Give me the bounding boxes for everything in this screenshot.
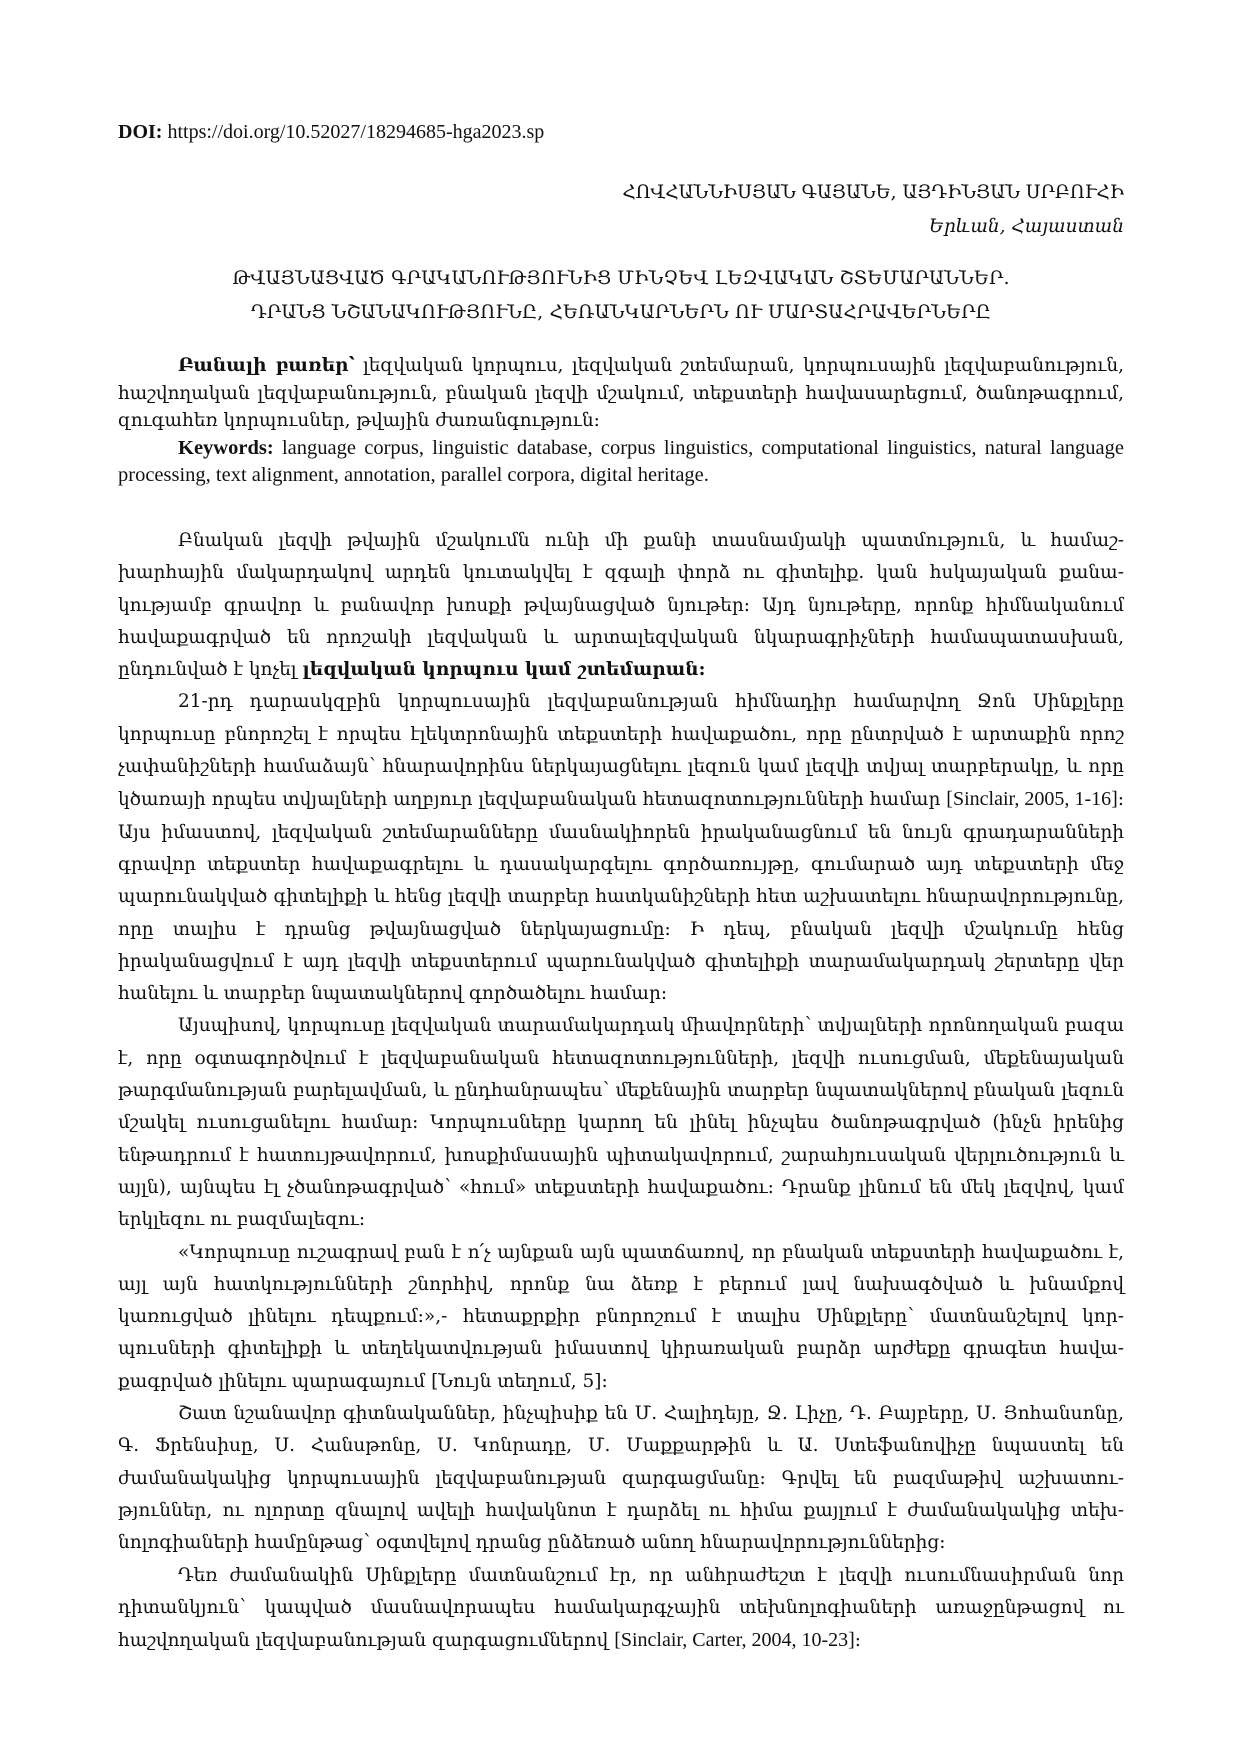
paragraph-2-text-a: 21-րդ դարասկզբին կորպուսային լեզվաբանության հիմնադիր համարվող Ջոն Սինքլերը կորպուսը բնորոշել է որպես էլեկտրոնային տեքստերի հավաքածու, որը ընտրված է արտաքին որոշ չափանիշների համաձայն՝ հնարավորինս ներկայացնելու լեզուն կամ լեզվի տվյալ տարբերակը, և որը կծառայի որպես տվյալների աղբյուր լեզվաբանական հետազոտությունների համար: [118, 691, 1124, 811]
paragraph-2-text-b: : Այս իմաստով, լեզվական շտեմարանները մասնակիորեն իրականացնում են նույն գրադարանների գրավոր տեքստեր հավաքագրելու և դասակարգելու գործառույթը, գումարած այդ տեքստերի մեջ պարունակված գիտելիքի և հենց լեզվի տարբեր հատկանիշների հետ աշխատելու հնարավորությունը, որը տալիս է դրանց թվայնացված ներկայացումը: Ի դեպ, բնական լեզվի մշակումը հենց իրականացվում է այդ լեզվի տեքստերում պարունակված գիտելիքի տարամակարդակ շերտերը վեր հանելու և տարբեր նպատակներով գործածելու համար:: [118, 789, 1124, 1005]
author-location: Երևան, Հայաստան: [928, 216, 1124, 237]
citation-sinclair-carter-2004: [Sinclair, Carter, 2004, 10-23]: [614, 1629, 855, 1652]
paragraph-6-text-b: :: [854, 1630, 861, 1652]
paragraph-6-text-a: Դեռ ժամանակին Սինքլերը մատնանշում էր, որ անհրաժեշտ է լեզվի ուսումնասիրման նոր դիտանկյուն՝ կապված մասնավորապես համակարգչային տեխնոլոգիաների առաջընթացով ու հաշվողական լեզվաբանության զարգացումներով: [118, 1564, 1124, 1652]
paragraph-3: Այսպիսով, կորպուսը լեզվական տարամակարդակ միավորների՝ տվյալների որոնողական բազա է, որը օգտագործվում է լեզվաբանական հետազոտությունների, լեզվի ուսուցման, մեքենայական թարգմանության բարելավման, և ընդհանրապես՝ մեքենային տարբեր նպատակներով բնական լեզուն մշակել ուսուցանելու համար: Կորպուսները կարող են լինել ինչպես ծանոթագրված (ինչն իրենից ենթադրում է հատույթավորում, խոսքիմասային պիտակավորում, շարահյուսական վերլուծություն և այլն), այնպես էլ չծանոթագրված՝ «հում» տեքստերի հավաքածու: Դրանք լինում են մեկ լեզվով, կամ երկլեզու ու բազմալեզու:: [118, 1015, 1124, 1231]
paragraph-1: [118, 525, 1124, 686]
paper-title: [118, 262, 1124, 330]
doi-line: [118, 118, 544, 146]
keywords-en-label: Keywords:: [178, 436, 274, 459]
paragraph-4: [118, 1237, 1124, 1398]
keywords-armenian: [118, 352, 1124, 435]
paragraph-5: Շատ նշանավոր գիտնականներ, ինչպիսիք են Մ. Հալիդեյը, Ջ. Լիչը, Դ. Բայբերը, Ս. Յոհանսոնը, Գ. Ֆրենսիսը, Ս. Հանսթոնը, Ս. Կոնրադը, Մ. Մաքքարթին և Ա. Ստեֆանովիչը նպաստել են ժամանակակից կորպուսային լեզվաբանության զարգացմանը: Գրվել են բազմաթիվ աշխատություններ, ու ոլորտը զնալով ավելի հավակնոտ է դարձել ու հիմա քայլում է ժամանակակից տեխնոլոգիաների համընթաց՝ օգտվելով դրանց ընձեռած անող հնարավորություններից:: [118, 1403, 1124, 1554]
keywords-en-text: language corpus, linguistic database, corpus linguistics, computational linguistics, natural language processing, text alignment, annotation, parallel corpora, digital heritage.: [118, 436, 1124, 486]
keywords-hy-label: Բանալի բառեր՝: [178, 355, 355, 376]
paragraph-2: [118, 686, 1124, 1010]
paragraph-4-text-b: :: [601, 1370, 608, 1392]
title-line-2: ԴՐԱՆՑ ՆՇԱՆԱԿՈՒԹՅՈՒՆԸ, ՀԵՌԱՆԿԱՐՆԵՐՆ ՈՒ ՄԱՐՏԱՀՐԱՎԵՐՆԵՐԸ: [251, 302, 991, 323]
keywords-hy-text: լեզվական կորպուս, լեզվական շտեմարան, կորպուսային լեզվաբանություն, հաշվողական լեզվաբանություն, բնական լեզվի մշակում, տեքստերի հավասարեցում, ծանոթագրում, զուգահեռ կորպուսներ, թվային ժառանգություն:: [118, 355, 1124, 431]
doi-label: DOI:: [118, 121, 163, 143]
title-line-1: ԹՎԱՅՆԱՑՎԱԾ ԳՐԱԿԱՆՈՒԹՅՈՒՆԻՑ ՄԻՆՉԵՎ ԼԵԶՎԱԿԱՆ ՇՏԵՄԱՐԱՆՆԵՐ.: [232, 268, 1010, 289]
author-names: ՀՈՎՀԱՆՆԻՍՅԱՆ ԳԱՅԱՆԵ, ԱՅԴԻՆՅԱՆ ՍՐԲՈՒՀԻ: [622, 182, 1124, 203]
keywords-section: [118, 352, 1124, 490]
author-block: [622, 176, 1124, 244]
citation-sinclair-2005: [Sinclair, 2005, 1-16]: [946, 788, 1118, 811]
doi-link[interactable]: https://doi.org/10.52027/18294685-hga2023.sp: [167, 121, 545, 143]
keywords-english: [118, 435, 1124, 490]
citation-same-place: [Նույն տեղում, 5]: [431, 1370, 602, 1392]
paragraph-1-term: լեզվական կորպուս կամ շտեմարան:: [302, 659, 706, 681]
body-text: [118, 525, 1124, 1657]
paragraph-1-text: Բնական լեզվի թվային մշակումն ունի մի քանի տասնամյակի պատմություն, և համաշխարհային մակարդակով արդեն կուտակվել է զգալի փորձ ու գիտելիք. կան հսկայական քանակությամբ գրավոր և բանավոր խոսքի թվայնացված նյութեր: Այդ նյութերը, որոնք հիմնականում հավաքագրված են որոշակի լեզվական և արտալեզվական նկարագրիչների համապատասխան, ընդունված է կոչել: [118, 530, 1124, 681]
paragraph-4-text-a: «Կորպուսը ուշագրավ բան է ո՛չ այնքան այն պատճառով, որ բնական տեքստերի հավաքածու է, այլ այն հատկությունների շնորհիվ, որոնք նա ձեռք է բերում լավ նախագծված և խնամքով կառուցված լինելու դեպքում:»,- հետաքրքիր բնորոշում է տալիս Սինքլերը՝ մատնանշելով կորպուսների գիտելիքի և տեղեկատվության իմաստով կիրառական բարձր արժեքը գրագետ հավաքագրված լինելու պարագայում: [118, 1241, 1124, 1392]
paragraph-6: [118, 1560, 1124, 1658]
